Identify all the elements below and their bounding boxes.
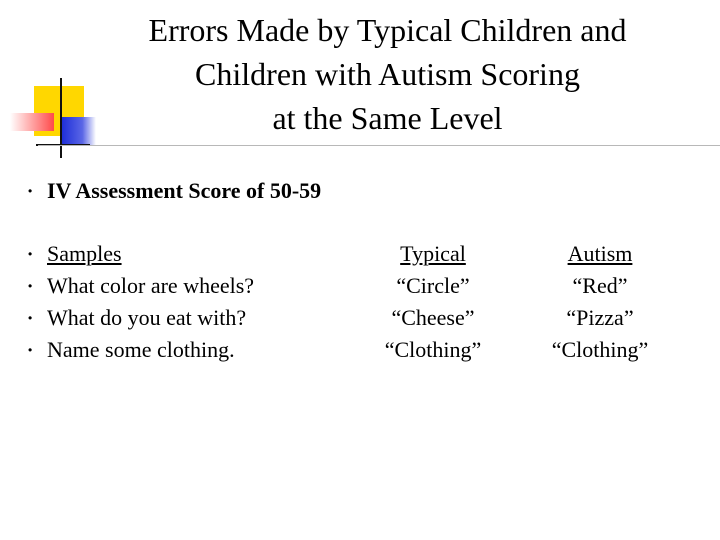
assessment-heading: IV Assessment Score of 50-59 xyxy=(47,178,322,203)
decor-red-bar xyxy=(10,113,54,131)
decor-blue-square xyxy=(62,117,96,145)
title-divider xyxy=(38,145,720,146)
typical-column xyxy=(365,238,501,366)
typical-answer: “Clothing” xyxy=(384,337,482,362)
autism-answer: “Pizza” xyxy=(566,305,634,330)
question-item: What color are wheels? xyxy=(47,273,255,298)
title-line-3: at the Same Level xyxy=(272,100,503,136)
bullet-marker: • xyxy=(28,311,33,325)
bullet-marker: • xyxy=(28,247,33,261)
typical-answer: “Cheese” xyxy=(391,305,475,330)
samples-header: Samples xyxy=(47,241,122,266)
title-line-2: Children with Autism Scoring xyxy=(195,56,580,92)
autism-answer: “Clothing” xyxy=(551,337,649,362)
autism-answer: “Red” xyxy=(572,273,628,298)
autism-header: Autism xyxy=(567,241,633,266)
page-title xyxy=(100,8,675,140)
autism-column xyxy=(530,238,670,366)
bullet-marker: • xyxy=(28,184,33,198)
question-item: Name some clothing. xyxy=(47,337,235,362)
typical-answer: “Circle” xyxy=(396,273,470,298)
question-item: What do you eat with? xyxy=(47,305,247,330)
typical-header: Typical xyxy=(400,241,466,266)
decor-vertical-line xyxy=(60,78,62,158)
bullet-marker: • xyxy=(28,343,33,357)
title-line-1: Errors Made by Typical Children and xyxy=(148,12,627,48)
bullet-marker: • xyxy=(28,279,33,293)
